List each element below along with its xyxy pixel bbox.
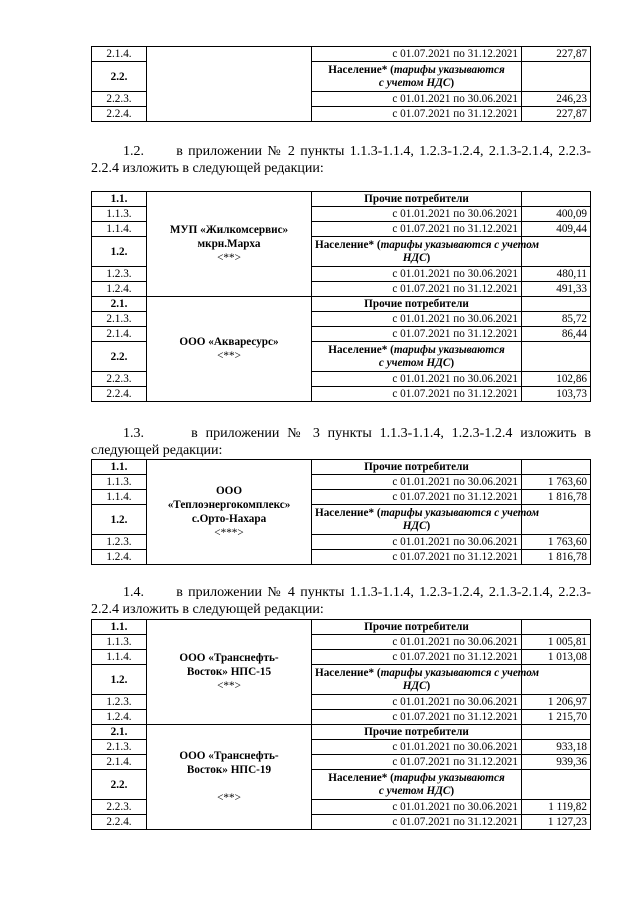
row-code: 1.2. (92, 237, 147, 267)
row-code: 1.1.3. (92, 207, 147, 222)
row-code: 1.2. (92, 505, 147, 535)
period-cell: с 01.07.2021 по 31.12.2021 (312, 650, 522, 665)
organization-cell (147, 47, 312, 122)
tariff-value-empty (522, 192, 591, 207)
row-code: 2.2.4. (92, 387, 147, 402)
tariff-value: 246,23 (522, 92, 591, 107)
organization-cell: ООО «Транснефть- Восток» НПС-19 <**> (147, 725, 312, 830)
tariff-value: 227,87 (522, 47, 591, 62)
row-code: 1.2. (92, 665, 147, 695)
population-header: Население* (тарифы указываются с учетом НДС) (312, 505, 522, 535)
tariff-value: 86,44 (522, 327, 591, 342)
category-header: Прочие потребители (312, 192, 522, 207)
organization-cell: ООО «Транснефть- Восток» НПС-15 <**> (147, 620, 312, 725)
clause-text: в приложении № 2 пункты 1.1.3-1.1.4, 1.2.3-1.2.4, 2.1.3-2.1.4, 2.2.3-2.2.4 изложить в следующей редакции: (91, 144, 592, 176)
clause-number: 1.2. (123, 144, 144, 159)
row-code: 2.1.4. (92, 327, 147, 342)
tariff-value: 85,72 (522, 312, 591, 327)
tariff-value-empty (522, 770, 591, 800)
population-header: Население* (тарифы указываются с учетом НДС) (312, 62, 522, 92)
tariff-value-empty (522, 620, 591, 635)
row-code: 2.2.3. (92, 372, 147, 387)
row-code: 2.1.4. (92, 47, 147, 62)
row-code: 2.2.3. (92, 800, 147, 815)
row-code: 2.2. (92, 342, 147, 372)
period-cell: с 01.07.2021 по 31.12.2021 (312, 550, 522, 565)
period-cell: с 01.01.2021 по 30.06.2021 (312, 372, 522, 387)
tariff-value-empty (522, 297, 591, 312)
row-code: 1.2.3. (92, 267, 147, 282)
row-code: 1.2.4. (92, 282, 147, 297)
category-header: Прочие потребители (312, 297, 522, 312)
period-cell: с 01.01.2021 по 30.06.2021 (312, 92, 522, 107)
population-header: Население* (тарифы указываются с учетом НДС) (312, 665, 522, 695)
tariff-value-empty (522, 342, 591, 372)
period-cell: с 01.01.2021 по 30.06.2021 (312, 267, 522, 282)
tariff-value: 103,73 (522, 387, 591, 402)
tariff-value: 1 119,82 (522, 800, 591, 815)
period-cell: с 01.01.2021 по 30.06.2021 (312, 475, 522, 490)
tariff-value: 1 816,78 (522, 550, 591, 565)
organization-cell: ООО «Теплоэнергокомплекс» с.Орто-Нахара <***> (147, 460, 312, 565)
clause-1-2 (91, 143, 591, 177)
tariff-value: 1 763,60 (522, 535, 591, 550)
row-code: 1.1.4. (92, 490, 147, 505)
clause-1-4 (91, 584, 591, 618)
tariff-value: 227,87 (522, 107, 591, 122)
tariff-table-continued (91, 46, 591, 122)
row-code: 1.1.3. (92, 475, 147, 490)
period-cell: с 01.07.2021 по 31.12.2021 (312, 387, 522, 402)
tariff-value: 1 763,60 (522, 475, 591, 490)
row-code: 1.2.3. (92, 535, 147, 550)
tariff-table-appendix-3 (91, 459, 591, 565)
row-code: 1.2.4. (92, 550, 147, 565)
organization-cell: ООО «Акваресурс» <**> (147, 297, 312, 402)
period-cell: с 01.07.2021 по 31.12.2021 (312, 327, 522, 342)
period-cell: с 01.07.2021 по 31.12.2021 (312, 282, 522, 297)
row-code: 2.1.4. (92, 755, 147, 770)
period-cell: с 01.01.2021 по 30.06.2021 (312, 207, 522, 222)
period-cell: с 01.07.2021 по 31.12.2021 (312, 710, 522, 725)
row-code: 2.2.4. (92, 107, 147, 122)
period-cell: с 01.01.2021 по 30.06.2021 (312, 740, 522, 755)
period-cell: с 01.07.2021 по 31.12.2021 (312, 107, 522, 122)
tariff-value-empty (522, 62, 591, 92)
row-code: 2.2. (92, 62, 147, 92)
period-cell: с 01.01.2021 по 30.06.2021 (312, 800, 522, 815)
tariff-value: 1 127,23 (522, 815, 591, 830)
tariff-table-appendix-2 (91, 191, 591, 402)
row-code: 2.1. (92, 297, 147, 312)
tariff-value: 400,09 (522, 207, 591, 222)
row-code: 1.1.4. (92, 222, 147, 237)
category-header: Прочие потребители (312, 460, 522, 475)
category-header: Прочие потребители (312, 620, 522, 635)
row-code: 1.2.4. (92, 710, 147, 725)
tariff-value-empty (522, 460, 591, 475)
clause-text: в приложении № 3 пункты 1.1.3-1.1.4, 1.2.3-1.2.4 изложить в следующей редакции: (91, 426, 591, 458)
period-cell: с 01.01.2021 по 30.06.2021 (312, 635, 522, 650)
period-cell: с 01.07.2021 по 31.12.2021 (312, 222, 522, 237)
category-header: Прочие потребители (312, 725, 522, 740)
population-header: Население* (тарифы указываются с учетом НДС) (312, 342, 522, 372)
tariff-value: 1 013,08 (522, 650, 591, 665)
population-header: Население* (тарифы указываются с учетом НДС) (312, 237, 522, 267)
period-cell: с 01.07.2021 по 31.12.2021 (312, 755, 522, 770)
row-code: 1.1. (92, 192, 147, 207)
row-code: 1.1.4. (92, 650, 147, 665)
tariff-value: 102,86 (522, 372, 591, 387)
clause-number: 1.3. (123, 426, 144, 441)
row-code: 2.2.3. (92, 92, 147, 107)
population-header: Население* (тарифы указываются с учетом НДС) (312, 770, 522, 800)
period-cell: с 01.01.2021 по 30.06.2021 (312, 312, 522, 327)
row-code: 1.2.3. (92, 695, 147, 710)
tariff-value: 491,33 (522, 282, 591, 297)
tariff-value: 1 816,78 (522, 490, 591, 505)
tariff-table-appendix-4 (91, 619, 591, 830)
row-code: 2.2. (92, 770, 147, 800)
clause-number: 1.4. (123, 585, 144, 600)
period-cell: с 01.07.2021 по 31.12.2021 (312, 490, 522, 505)
tariff-value: 409,44 (522, 222, 591, 237)
tariff-value: 1 005,81 (522, 635, 591, 650)
period-cell: с 01.07.2021 по 31.12.2021 (312, 47, 522, 62)
tariff-value: 1 206,97 (522, 695, 591, 710)
row-code: 1.1. (92, 460, 147, 475)
period-cell: с 01.01.2021 по 30.06.2021 (312, 695, 522, 710)
tariff-value: 1 215,70 (522, 710, 591, 725)
row-code: 2.1. (92, 725, 147, 740)
clause-1-3 (91, 425, 591, 459)
row-code: 1.1. (92, 620, 147, 635)
period-cell: с 01.01.2021 по 30.06.2021 (312, 535, 522, 550)
row-code: 2.1.3. (92, 740, 147, 755)
row-code: 1.1.3. (92, 635, 147, 650)
tariff-value-empty (522, 725, 591, 740)
tariff-value: 939,36 (522, 755, 591, 770)
row-code: 2.1.3. (92, 312, 147, 327)
row-code: 2.2.4. (92, 815, 147, 830)
tariff-value: 933,18 (522, 740, 591, 755)
tariff-value: 480,11 (522, 267, 591, 282)
organization-cell: МУП «Жилкомсервис» мкрн.Марха <**> (147, 192, 312, 297)
clause-text: в приложении № 4 пункты 1.1.3-1.1.4, 1.2.3-1.2.4, 2.1.3-2.1.4, 2.2.3-2.2.4 изложить в следующей редакции: (91, 585, 592, 617)
period-cell: с 01.07.2021 по 31.12.2021 (312, 815, 522, 830)
